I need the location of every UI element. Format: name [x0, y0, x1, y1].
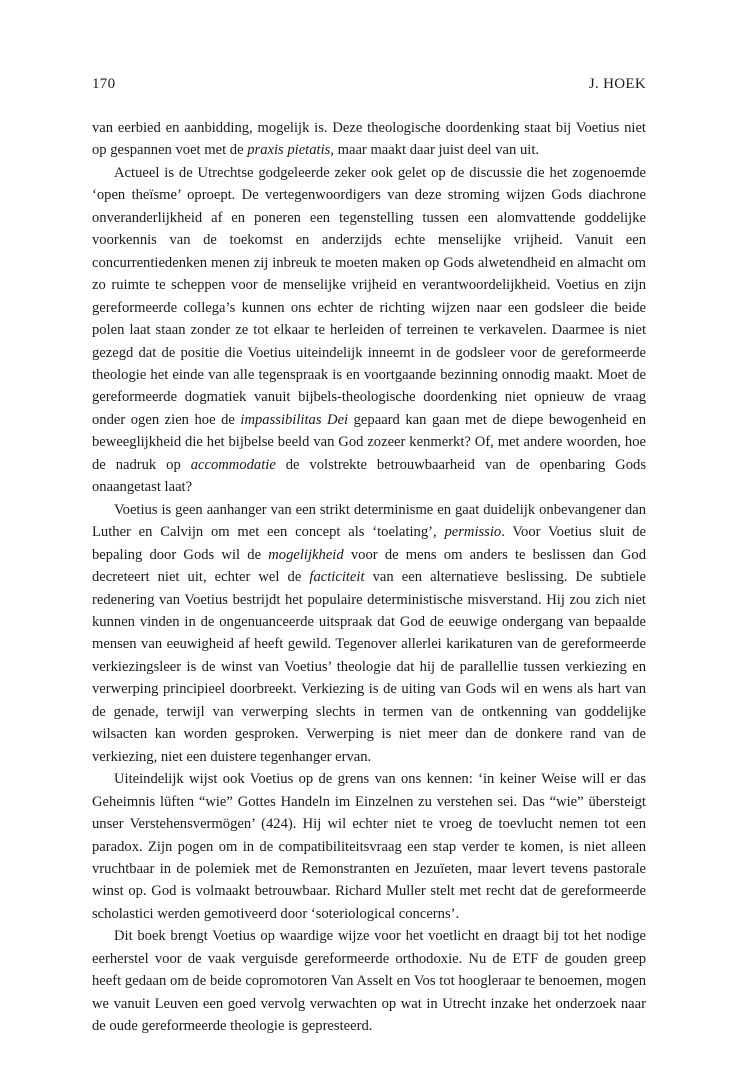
paragraph-1 [92, 117, 646, 162]
running-head-author: J. HOEK [588, 76, 646, 92]
paragraph-2 [92, 162, 646, 499]
paragraph-5 [92, 925, 646, 1037]
text-run: Actueel is de Utrechtse godgeleerde zeker ook gelet op de discussie die het zogenoemde ‘open theïsme’ oproept. De vertegenwoordigers van deze stroming wijzen Gods diachrone onveranderlijkheid af en poneren een tegenstelling tussen een alomvattende goddelijke voorkennis van de toekomst en anderzijds echte menselijke vrijheid. Vanuit een concurrentiedenken menen zij inbreuk te moeten maken op Gods alwetendheid en almacht om zo ruimte te scheppen voor de menselijke vrijheid en verantwoordelijkheid. Voetius en zijn gereformeerde collega’s kunnen ons echter de richting wijzen naar een godsleer die beide polen laat staan zonder ze tot elkaar te herleiden of terreinen te verkavelen. Daarmee is niet gezegd dat de positie die Voetius uiteindelijk inneemt in de godsleer voor de gereformeerde theologie het einde van alle tegenspraak is en voortgaande bezinning onnodig maakt. Moet de gereformeerde dogmatiek vanuit bijbels-theologische doordenking niet opnieuw de vraag onder ogen zien hoe de [92, 164, 646, 428]
running-header [92, 76, 646, 93]
page-number: 170 [92, 76, 116, 92]
italic-term: praxis pietatis [247, 142, 331, 159]
text-run: van een alternatieve beslissing. De subtiele redenering van Voetius bestrijdt het populaire deterministische misverstand. Hij zou zich niet kunnen vinden in de ongenuanceerde uitspraak dat God de eeuwige ondergang van bepaalde mensen van eeuwigheid af heeft gewild. Tegenover allerlei karikaturen van de gereformeerde verkiezingsleer is de winst van Voetius’ theologie dat hij de parallellie tussen verkiezing en verwerping principieel doorbreekt. Verkiezing is de uiting van Gods wil en wens als hart van de genade, terwijl van verwerping slechts in termen van de ontkenning van goddelijke wilsacten kan worden gesproken. Verwerping is niet meer dan de donkere rand van de verkiezing, niet een duistere tegenhanger ervan. [92, 569, 646, 765]
text-run: gepaard kan gaan met de diepe bewogenheid en beweeglijkheid die het bijbelse beeld van God zozeer kenmerkt? Of, met andere woorden, hoe de nadruk op [92, 411, 646, 473]
text-run: . Voor Voetius sluit de bepaling door Gods wil de [92, 524, 646, 563]
text-run: de volstrekte betrouwbaarheid van de openbaring Gods onaangetast laat? [92, 456, 646, 496]
text-run: Dit boek brengt Voetius op waardige wijze voor het voetlicht en draagt bij tot het nodige eerherstel voor de vaak verguisde gereformeerde orthodoxie. Nu de ETF de gouden greep heeft gedaan om de beide copromotoren Van Asselt en Vos tot hoogleraar te benoemen, mogen we vanuit Leuven een goed vervolg verwachten op wat in Utrecht inzake het onderzoek naar de oude gereformeerde theologie is gepresteerd. [92, 928, 646, 1035]
text-run: van eerbied en aanbidding, mogelijk is. Deze theologische doordenking staat bij Voetius niet op gespannen voet met de [92, 120, 646, 159]
paragraph-3 [92, 499, 646, 768]
italic-term: impassibilitas Dei [240, 411, 349, 428]
body-text [92, 117, 646, 1038]
italic-term: permissio [444, 524, 502, 541]
text-run: voor de mens om anders te beslissen dan God decreteert niet uit, echter wel de [92, 546, 646, 586]
italic-term: facticiteit [309, 569, 365, 586]
text-run: Voetius is geen aanhanger van een strikt determinisme en gaat duidelijk onbevangener dan Luther en Calvijn om met een concept als ‘toelating’, [92, 501, 646, 541]
text-run: Uiteindelijk wijst ook Voetius op de grens van ons kennen: ‘in keiner Weise will er das Geheimnis lüften “wie” Gottes Handeln im Einzelnen zu verstehen sei. Das “wie” übersteigt unser Verstehensvermögen’ (424). Hij wil echter niet te vroeg de toevlucht nemen tot een paradox. Zijn pogen om in de compatibiliteitsvraag een stap verder te komen, is niet alleen vruchtbaar in de polemiek met de Remonstranten en Jezuïeten, maar levert tevens pastorale winst op. God is volmaakt betrouwbaar. Richard Muller stelt met recht dat de gereformeerde scholastici werden gemotiveerd door ‘soteriological concerns’. [92, 771, 646, 922]
paragraph-4 [92, 768, 646, 925]
text-run: , maar maakt daar juist deel van uit. [330, 142, 540, 159]
italic-term: mogelijkheid [268, 546, 344, 563]
italic-term: accommodatie [190, 456, 276, 473]
